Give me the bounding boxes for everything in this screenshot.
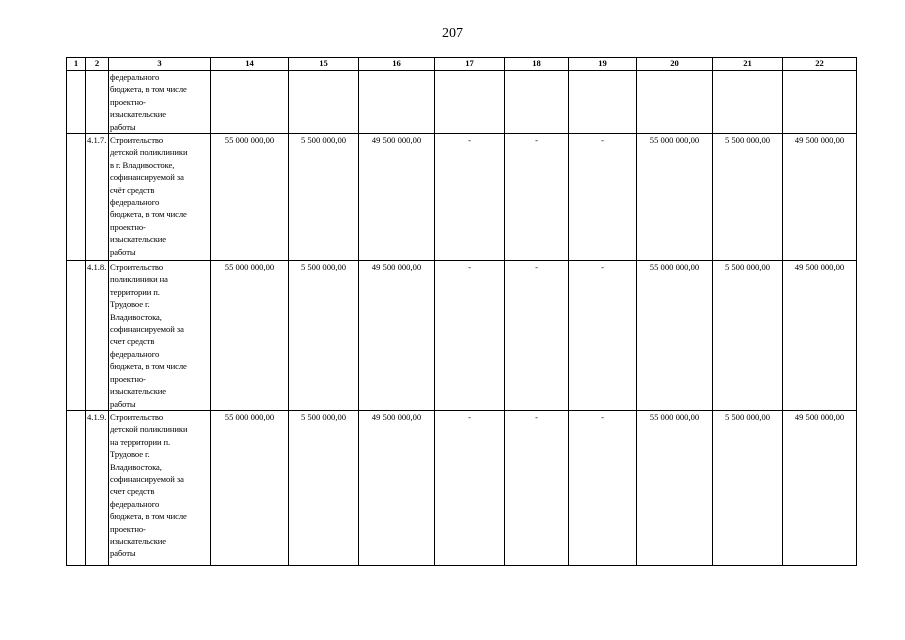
column-header: 19 bbox=[569, 58, 637, 71]
amount-cell bbox=[637, 71, 713, 134]
amount-cell: - bbox=[505, 410, 569, 565]
description-line: федерального bbox=[110, 197, 160, 208]
amount-cell: 5 500 000,00 bbox=[713, 410, 783, 565]
column-header: 21 bbox=[713, 58, 783, 71]
amount-cell: - bbox=[435, 134, 505, 261]
item-code-cell: 4.1.9. bbox=[86, 410, 109, 565]
description-line: счет средств bbox=[110, 336, 155, 347]
amount-cell: - bbox=[505, 261, 569, 411]
amount-cell: 49 500 000,00 bbox=[783, 410, 857, 565]
budget-table bbox=[66, 57, 857, 566]
amount-cell: 55 000 000,00 bbox=[637, 410, 713, 565]
description-line: федерального bbox=[110, 498, 160, 509]
description-line: работы bbox=[110, 121, 136, 132]
amount-cell: 55 000 000,00 bbox=[211, 410, 289, 565]
description-line: детской поликлиники bbox=[110, 147, 188, 158]
amount-cell: 55 000 000,00 bbox=[637, 134, 713, 261]
column-header: 17 bbox=[435, 58, 505, 71]
row-col1-cell bbox=[67, 261, 86, 411]
description-cell bbox=[109, 134, 211, 261]
column-header: 3 bbox=[109, 58, 211, 71]
description-line: счёт средств bbox=[110, 184, 155, 195]
column-header: 15 bbox=[289, 58, 359, 71]
description-line: изыскательские bbox=[110, 234, 166, 245]
page-number: 207 bbox=[442, 26, 463, 41]
description-line: изыскательские bbox=[110, 109, 166, 120]
amount-cell: 5 500 000,00 bbox=[289, 261, 359, 411]
description-line: проектно- bbox=[110, 523, 146, 534]
amount-cell: 55 000 000,00 bbox=[637, 261, 713, 411]
description-line: счет средств bbox=[110, 486, 155, 497]
column-header: 20 bbox=[637, 58, 713, 71]
description-line: Строительство bbox=[110, 262, 164, 273]
column-header: 1 bbox=[67, 58, 86, 71]
amount-cell bbox=[435, 71, 505, 134]
amount-cell: - bbox=[435, 261, 505, 411]
table-row bbox=[67, 261, 857, 411]
description-line: софинансируемой за bbox=[110, 324, 184, 335]
description-line: Строительство bbox=[110, 135, 164, 146]
amount-cell: 49 500 000,00 bbox=[359, 134, 435, 261]
description-line: бюджета, в том числе bbox=[110, 361, 187, 372]
table-body bbox=[67, 71, 857, 566]
description-line: Владивостока, bbox=[110, 311, 162, 322]
amount-cell: 49 500 000,00 bbox=[783, 261, 857, 411]
description-line: бюджета, в том числе bbox=[110, 511, 187, 522]
description-line: детской поликлиники bbox=[110, 424, 188, 435]
column-header: 18 bbox=[505, 58, 569, 71]
header-row bbox=[67, 58, 857, 71]
amount-cell bbox=[289, 71, 359, 134]
description-line: работы bbox=[110, 548, 136, 559]
description-line: работы bbox=[110, 398, 136, 409]
amount-cell: 55 000 000,00 bbox=[211, 261, 289, 411]
amount-cell bbox=[569, 71, 637, 134]
amount-cell: 5 500 000,00 bbox=[289, 134, 359, 261]
amount-cell: - bbox=[569, 134, 637, 261]
description-line: софинансируемой за bbox=[110, 473, 184, 484]
description-cell bbox=[109, 261, 211, 411]
amount-cell: - bbox=[569, 410, 637, 565]
description-line: проектно- bbox=[110, 221, 146, 232]
column-header: 16 bbox=[359, 58, 435, 71]
description-line: бюджета, в том числе bbox=[110, 209, 187, 220]
description-line: бюджета, в том числе bbox=[110, 84, 187, 95]
description-line: проектно- bbox=[110, 373, 146, 384]
column-header: 22 bbox=[783, 58, 857, 71]
amount-cell: 49 500 000,00 bbox=[359, 410, 435, 565]
amount-cell: 49 500 000,00 bbox=[359, 261, 435, 411]
description-line: изыскательские bbox=[110, 386, 166, 397]
table-row bbox=[67, 134, 857, 261]
description-line: проектно- bbox=[110, 96, 146, 107]
row-col1-cell bbox=[67, 71, 86, 134]
amount-cell: 5 500 000,00 bbox=[713, 261, 783, 411]
description-line: на территории п. bbox=[110, 436, 171, 447]
amount-cell bbox=[783, 71, 857, 134]
description-line: изыскательские bbox=[110, 535, 166, 546]
description-line: федерального bbox=[110, 72, 160, 82]
item-code-cell: 4.1.7. bbox=[86, 134, 109, 261]
item-code-cell bbox=[86, 71, 109, 134]
description-cell bbox=[109, 71, 211, 134]
amount-cell bbox=[505, 71, 569, 134]
column-header: 2 bbox=[86, 58, 109, 71]
row-col1-cell bbox=[67, 410, 86, 565]
description-line: поликлиники на bbox=[110, 274, 168, 285]
table-row bbox=[67, 410, 857, 565]
description-line: Владивостока, bbox=[110, 461, 162, 472]
amount-cell bbox=[359, 71, 435, 134]
description-line: Строительство bbox=[110, 411, 164, 422]
description-line: в г. Владивостоке, bbox=[110, 159, 175, 170]
amount-cell: - bbox=[505, 134, 569, 261]
amount-cell: 55 000 000,00 bbox=[211, 134, 289, 261]
amount-cell: - bbox=[435, 410, 505, 565]
column-header: 14 bbox=[211, 58, 289, 71]
description-cell bbox=[109, 410, 211, 565]
amount-cell: 5 500 000,00 bbox=[713, 134, 783, 261]
description-line: работы bbox=[110, 246, 136, 257]
description-line: федерального bbox=[110, 348, 160, 359]
amount-cell: - bbox=[569, 261, 637, 411]
amount-cell: 5 500 000,00 bbox=[289, 410, 359, 565]
description-line: территории п. bbox=[110, 286, 160, 297]
table-row bbox=[67, 71, 857, 134]
row-col1-cell bbox=[67, 134, 86, 261]
description-line: софинансируемой за bbox=[110, 172, 184, 183]
item-code-cell: 4.1.8. bbox=[86, 261, 109, 411]
amount-cell bbox=[713, 71, 783, 134]
description-line: Трудовое г. bbox=[110, 449, 150, 460]
description-line: Трудовое г. bbox=[110, 299, 150, 310]
amount-cell bbox=[211, 71, 289, 134]
amount-cell: 49 500 000,00 bbox=[783, 134, 857, 261]
